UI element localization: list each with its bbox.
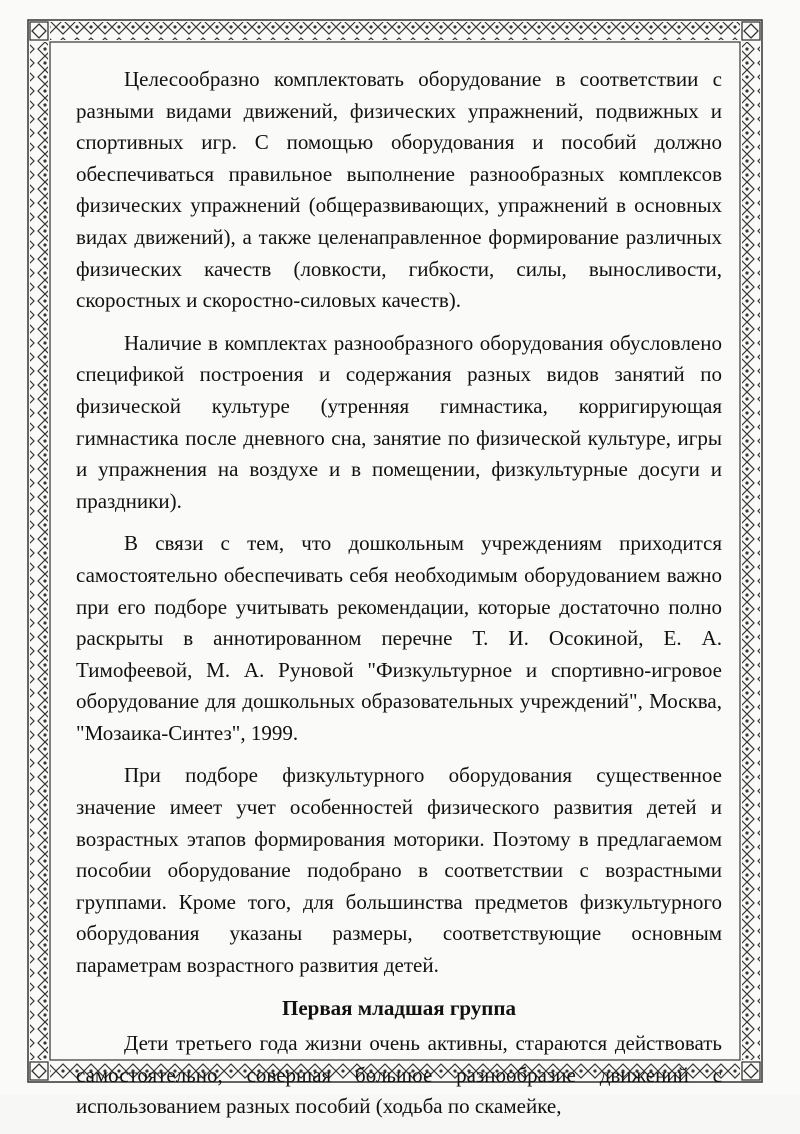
paragraph-third-year: Дети третьего года жизни очень активны, стараются действовать самостоятельно, совершая большое разнообразие движений с использованием разных пособий (ходьба по скамейке,: [76, 1031, 722, 1119]
paragraph-age-groups: При подборе физкультурного оборудования существенное значение имеет учет особенностей физического развития детей и возрастных этапов формирования моторики. Поэтому в предлагаемом пособии оборудование подобрано в соответствии с возрастными группами. Кроме того, для большинства предметов физкультурного оборудования указаны размеры, соответствующие основным параметрам возрастного развития детей.: [76, 763, 722, 978]
paragraph-recommendations: В связи с тем, что дошкольным учреждениям приходится самостоятельно обеспечивать себя необходимым оборудованием важно при его подборе учитывать рекомендации, которые достаточно полно раскрыты в аннотированном перечне Т. И. Осокиной, Е. А. Тимофеевой, М. А. Руновой "Физкультурное и спортивно-игровое оборудование для дошкольных образовательных учреждений", Москва, "Мозаика-Синтез", 1999.: [76, 531, 722, 745]
section-heading: Первая младшая группа: [282, 995, 516, 1020]
document-body: [76, 64, 722, 1134]
paragraph-sets: Наличие в комплектах разнообразного оборудования обусловлено спецификой построения и содержания разных видов занятий по физической культуре (утренняя гимнастика, корригирующая гимнастика после дневного сна, занятие по физической культуре, игры и упражнения на воздухе и в помещении, физкультурные досуги и праздники).: [76, 330, 722, 513]
paragraph-equipment: Целесообразно комплектовать оборудование в соответствии с разными видами движений, физических упражнений, подвижных и спортивных игр. С помощью оборудования и пособий должно обеспечиваться правильное выполнение разнообразных комплексов физических упражнений (общеразвивающих, упражнений в основных видах движений), а также целенаправленное формирование различных физических качеств (ловкости, гибкости, силы, выносливости, скоростных и скоростно-силовых качеств).: [76, 67, 722, 313]
